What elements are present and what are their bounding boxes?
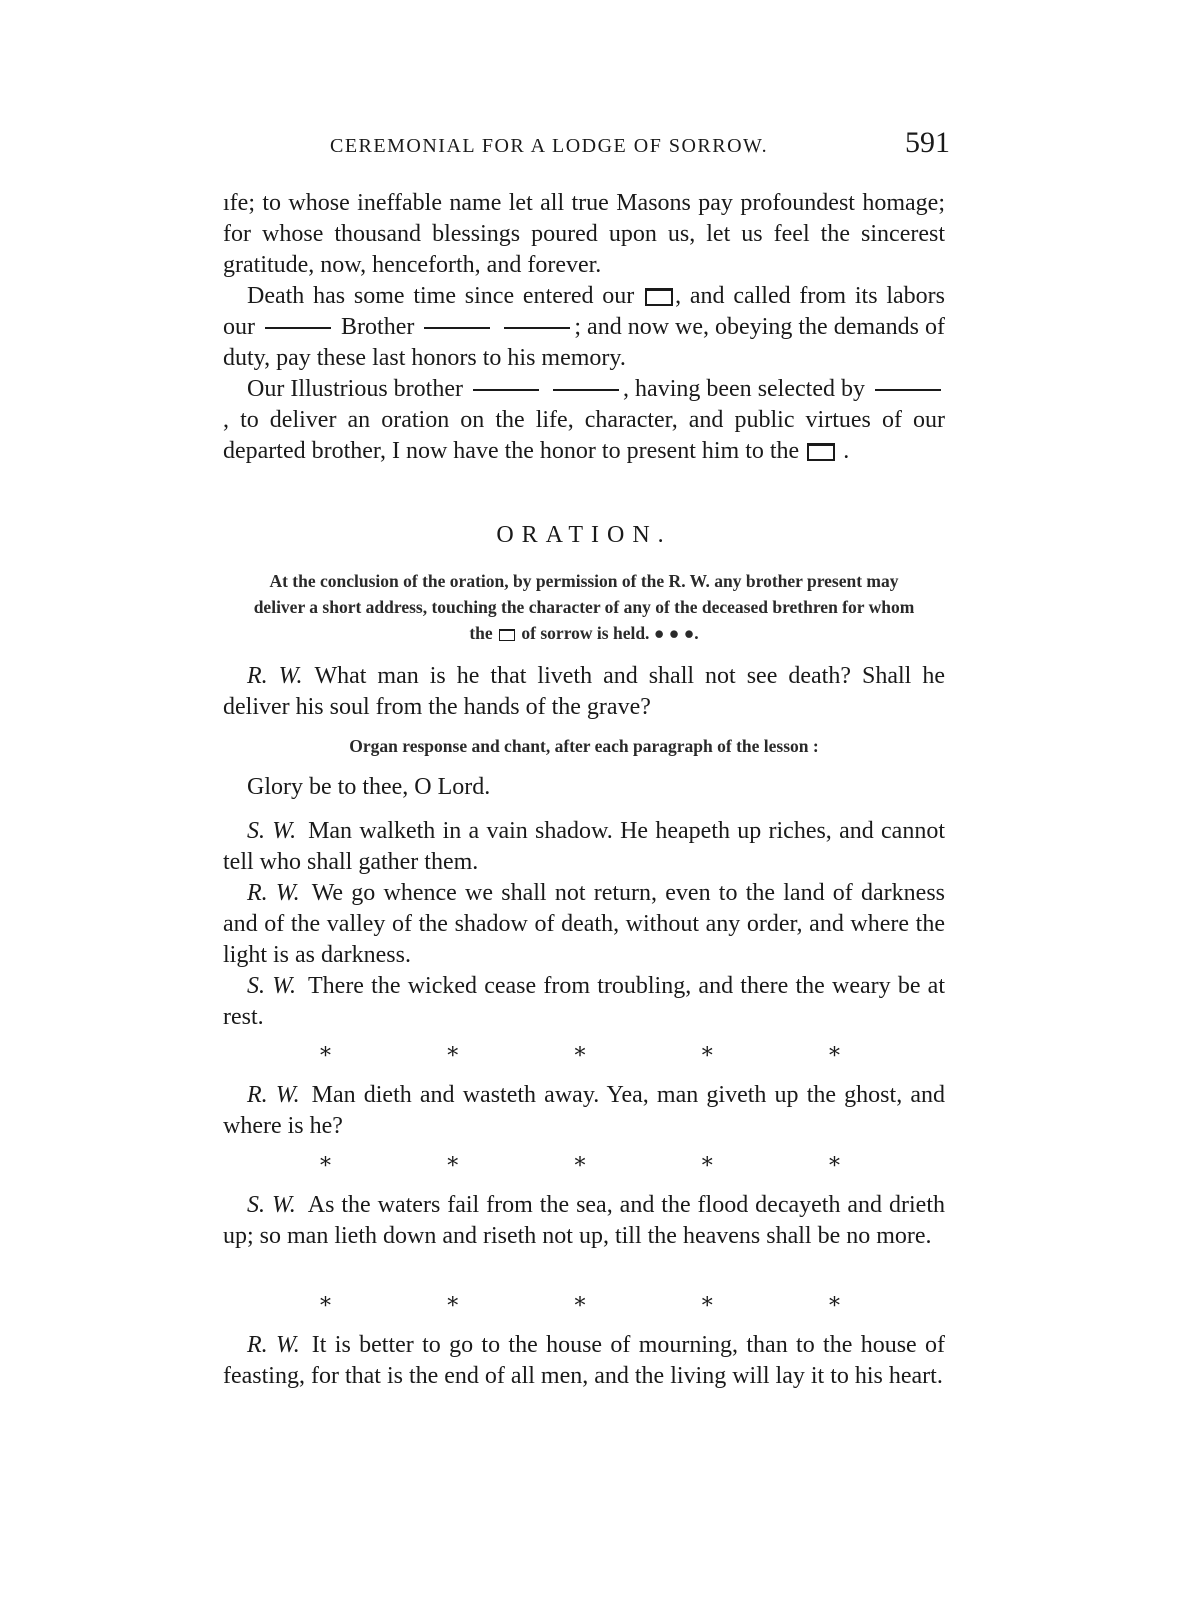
lodge-symbol-icon (645, 288, 673, 306)
speaker-label: S. W. (247, 1192, 296, 1218)
reading-sw-1 (223, 816, 945, 878)
reading-sw-2 (223, 971, 945, 1033)
organ-response-note (223, 736, 945, 757)
oration-note (250, 568, 918, 646)
speaker-label: R. W. (247, 663, 303, 689)
glory-response (223, 772, 945, 803)
text-run: Death has some time since entered our (247, 283, 635, 309)
asterism (320, 1294, 840, 1319)
paragraph-text (223, 1080, 945, 1142)
page-header (330, 126, 950, 160)
text-run: Our Illustrious brother (247, 376, 463, 402)
text-run: Man dieth and wasteth away. Yea, man giveth up the ghost, and where is he? (223, 1082, 945, 1139)
lodge-symbol-icon (807, 443, 835, 461)
text-run: It is better to go to the house of mourning, than to the house of feasting, for that is the end of all men, and the living will lay it to his heart. (223, 1332, 946, 1389)
reading-rw-2 (223, 878, 945, 971)
asterisk: * (701, 1044, 713, 1069)
asterisk: * (701, 1154, 713, 1179)
text-run: We go whence we shall not return, even to the land of darkness and of the valley of the shadow of death, without any order, and where the light is as darkness. (223, 880, 945, 968)
blank-line (553, 389, 619, 391)
text-run: of sorrow is held. (521, 623, 650, 643)
text-run: As the waters fail from the sea, and the flood decayeth and drieth up; so man lieth down and riseth not up, till the heavens shall be no more. (223, 1192, 945, 1249)
reading-rw-4 (223, 1330, 945, 1392)
paragraph-text (223, 281, 945, 374)
note-text: Organ response and chant, after each paragraph of the lesson : (349, 736, 819, 756)
blank-line (473, 389, 539, 391)
blank-line (265, 327, 331, 329)
note-text (250, 568, 918, 646)
paragraph-death (223, 281, 945, 374)
paragraph-text (223, 816, 945, 878)
paragraph-text: ıfe; to whose ineffable name let all true Masons pay profoundest homage; for whose thousand blessings poured upon us, let us feel the sincerest gratitude, now, henceforth, and forever. (223, 190, 945, 278)
speaker-label: R. W. (247, 1082, 300, 1108)
asterisk: * (447, 1294, 459, 1319)
asterisk: * (829, 1044, 840, 1069)
paragraph-text: Glory be to thee, O Lord. (247, 774, 491, 800)
text-run: Brother (341, 314, 415, 340)
paragraph-text (223, 1330, 945, 1392)
asterisk: * (829, 1154, 840, 1179)
asterisk: * (574, 1154, 586, 1179)
text-run: Man walketh in a vain shadow. He heapeth up riches, and cannot tell who shall gather them. (223, 818, 945, 875)
asterism (320, 1044, 840, 1069)
section-heading: ORATION. (496, 522, 672, 548)
paragraph-text (223, 374, 945, 467)
text-run: What man is he that liveth and shall not see death? Shall he deliver his soul from the hands of the grave? (223, 663, 945, 720)
knocks-icon: ● ● ●. (653, 623, 699, 643)
text-run: There the wicked cease from troubling, and there the weary be at rest. (223, 973, 945, 1030)
text-run: . (843, 438, 850, 464)
speaker-label: S. W. (247, 973, 296, 999)
paragraph-text (223, 971, 945, 1033)
text-run: ; and now we, obeying the demands of duty, pay these last honors to his memory. (223, 314, 946, 371)
speaker-label: S. W. (247, 818, 297, 844)
asterisk: * (320, 1044, 331, 1069)
paragraph-text (223, 878, 945, 971)
asterisk: * (574, 1044, 586, 1069)
paragraph-text (223, 661, 945, 723)
speaker-label: R. W. (247, 880, 300, 906)
paragraph-text (223, 1190, 945, 1252)
asterisk: * (320, 1294, 331, 1319)
running-title: CEREMONIAL FOR A LODGE OF SORROW. (330, 135, 769, 157)
reading-sw-3 (223, 1190, 945, 1252)
asterisk: * (320, 1154, 331, 1179)
reading-rw-3 (223, 1080, 945, 1142)
speaker-label: R. W. (247, 1332, 300, 1358)
reading-rw-1 (223, 661, 945, 723)
asterisk: * (829, 1294, 840, 1319)
asterism (320, 1154, 840, 1179)
paragraph-continuation (223, 188, 945, 281)
blank-line (504, 327, 570, 329)
page-number: 591 (905, 126, 950, 159)
paragraph-orator (223, 374, 945, 467)
text-run: , and called from its labors our (223, 283, 945, 340)
asterisk: * (447, 1154, 459, 1179)
lodge-symbol-icon (499, 629, 515, 641)
asterisk: * (701, 1294, 713, 1319)
blank-line (875, 389, 941, 391)
text-run: , to deliver an oration on the life, character, and public virtues of our departed brother, I now have the honor to present him to the (223, 407, 945, 464)
oration-section (223, 522, 945, 549)
asterisk: * (574, 1294, 586, 1319)
text-run: At the conclusion of the oration, by permission of the R. W. any brother present may deliver a short address, touching the character of any of the deceased brethren for whom the (253, 571, 915, 643)
blank-line (424, 327, 490, 329)
asterisk: * (447, 1044, 459, 1069)
text-run: , having been selected by (623, 376, 865, 402)
